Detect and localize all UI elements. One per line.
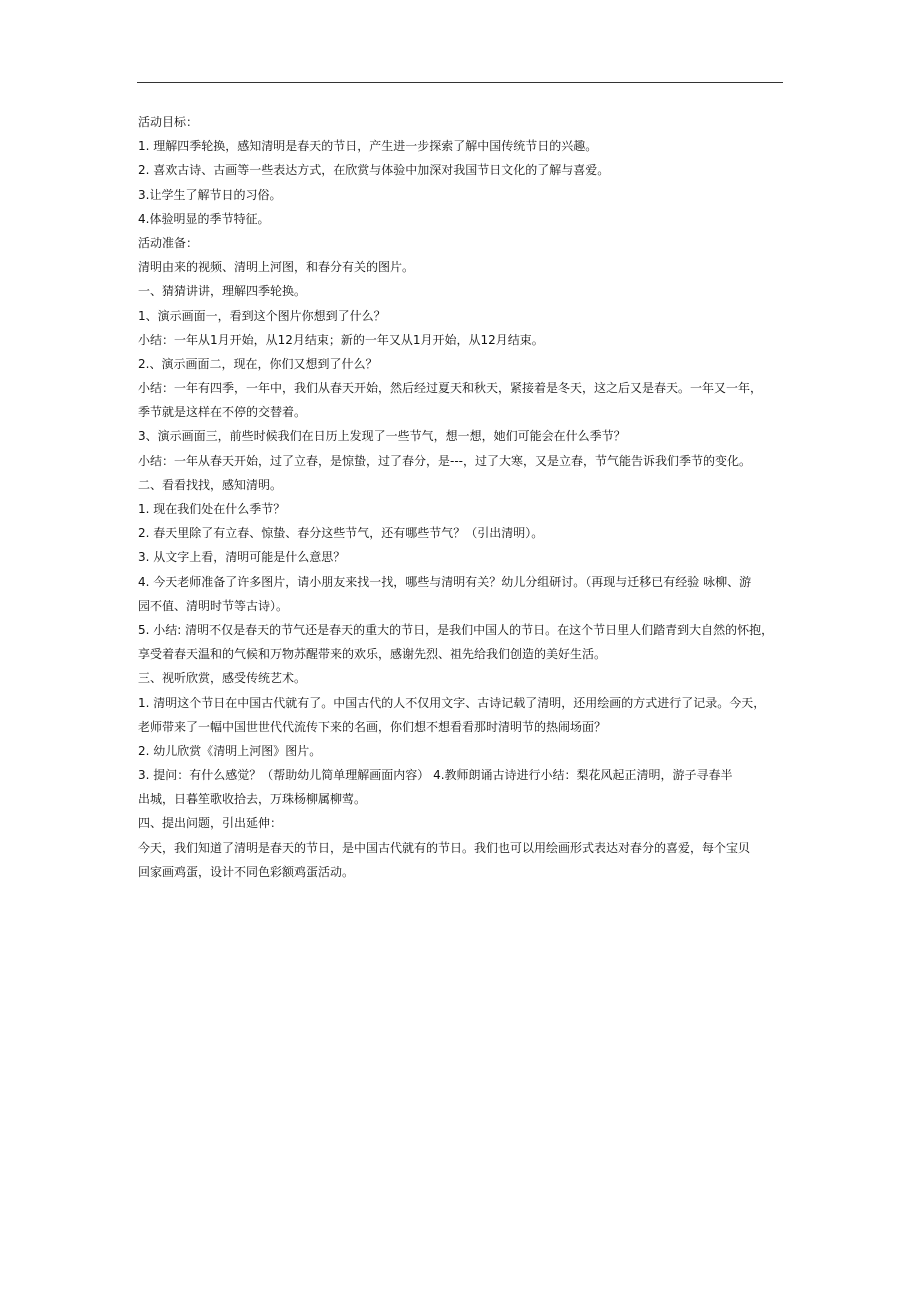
text-line: 3. 从文字上看，清明可能是什么意思？ [138,550,346,565]
text-line: 小结：一年从1月开始，从12月结束；新的一年又从1月开始，从12月结束。 [138,332,544,347]
text-line: 活动准备： [138,235,199,250]
text-line: 清明由来的视频、清明上河图，和春分有关的图片。 [138,260,415,275]
section-heading: 二、看看找找，感知清明。 [138,477,283,492]
text-line: 4. 今天老师准备了许多图片，请小朋友来找一找，哪些与清明有关？幼儿分组研讨。（再现与迁移已有经验 咏柳、游 [138,574,752,589]
text-line: 3、演示画面三，前些时候我们在日历上发现了一些节气，想一想，她们可能会在什么季节？ [138,429,626,444]
text-line: 出城，日暮笙歌收拾去，万珠杨柳属柳莺。 [138,792,367,807]
text-line: 4.体验明显的季节特征。 [138,211,270,226]
text-line: 季节就是这样在不停的交替着。 [138,405,307,420]
text-line: 回家画鸡蛋，设计不同色彩额鸡蛋活动。 [138,864,355,879]
text-line: 1. 理解四季轮换，感知清明是春天的节日，产生进一步探索了解中国传统节日的兴趣。 [138,139,598,154]
text-line: 老师带来了一幅中国世世代代流传下来的名画，你们想不想看看那时清明节的热闹场面？ [138,719,607,734]
header-rule [137,82,783,83]
text-line: 5. 小结: 清明不仅是春天的节气还是春天的重大的节日，是我们中国人的节日。在这个节日里人们踏青到大自然的怀抱， [138,622,774,637]
text-line: 2. 幼儿欣赏《清明上河图》图片。 [138,743,322,758]
section-heading: 三、视听欣赏，感受传统艺术。 [138,671,307,686]
text-line: 2.、演示画面二，现在，你们又想到了什么？ [138,356,378,371]
text-line: 2. 喜欢古诗、古画等一些表达方式，在欣赏与体验中加深对我国节日文化的了解与喜爱。 [138,163,610,178]
section-heading: 四、提出问题，引出延伸： [138,816,283,831]
text-line: 1. 现在我们处在什么季节？ [138,502,286,516]
text-line: 1. 清明这个节日在中国古代就有了。中国古代的人不仅用文字、古诗记载了清明，还用绘画的方式进行了记录。今天， [138,695,766,710]
text-line: 享受着春天温和的气候和万物苏醒带来的欢乐，感谢先烈、祖先给我们创造的美好生活。 [138,647,607,662]
text-line: 小结：一年有四季，一年中，我们从春天开始，然后经过夏天和秋天，紧接着是冬天，这之后又是春天。一年又一年， [138,381,763,396]
text-line: 活动目标： [138,115,199,129]
text-line: 小结：一年从春天开始，过了立春，是惊蛰，过了春分，是---，过了大寒，又是立春，节气能告诉我们季节的变化。 [138,453,751,468]
text-line: 3. 提问：有什么感觉？（帮助幼儿简单理解画面内容） 4.教师朗诵古诗进行小结：梨花风起正清明，游子寻春半 [138,768,733,783]
text-line: 3.让学生了解节日的习俗。 [138,187,282,202]
document-body [138,110,788,884]
text-line: 1、演示画面一，看到这个图片你想到了什么？ [138,308,386,323]
text-line: 2. 春天里除了有立春、惊蛰、春分这些节气，还有哪些节气？（引出清明）。 [138,526,544,541]
text-line: 园不值、清明时节等古诗）。 [138,598,289,613]
text-line: 今天，我们知道了清明是春天的节日，是中国古代就有的节日。我们也可以用绘画形式表达对春分的喜爱，每个宝贝 [138,840,751,855]
section-heading: 一、猜猜讲讲，理解四季轮换。 [138,284,307,299]
